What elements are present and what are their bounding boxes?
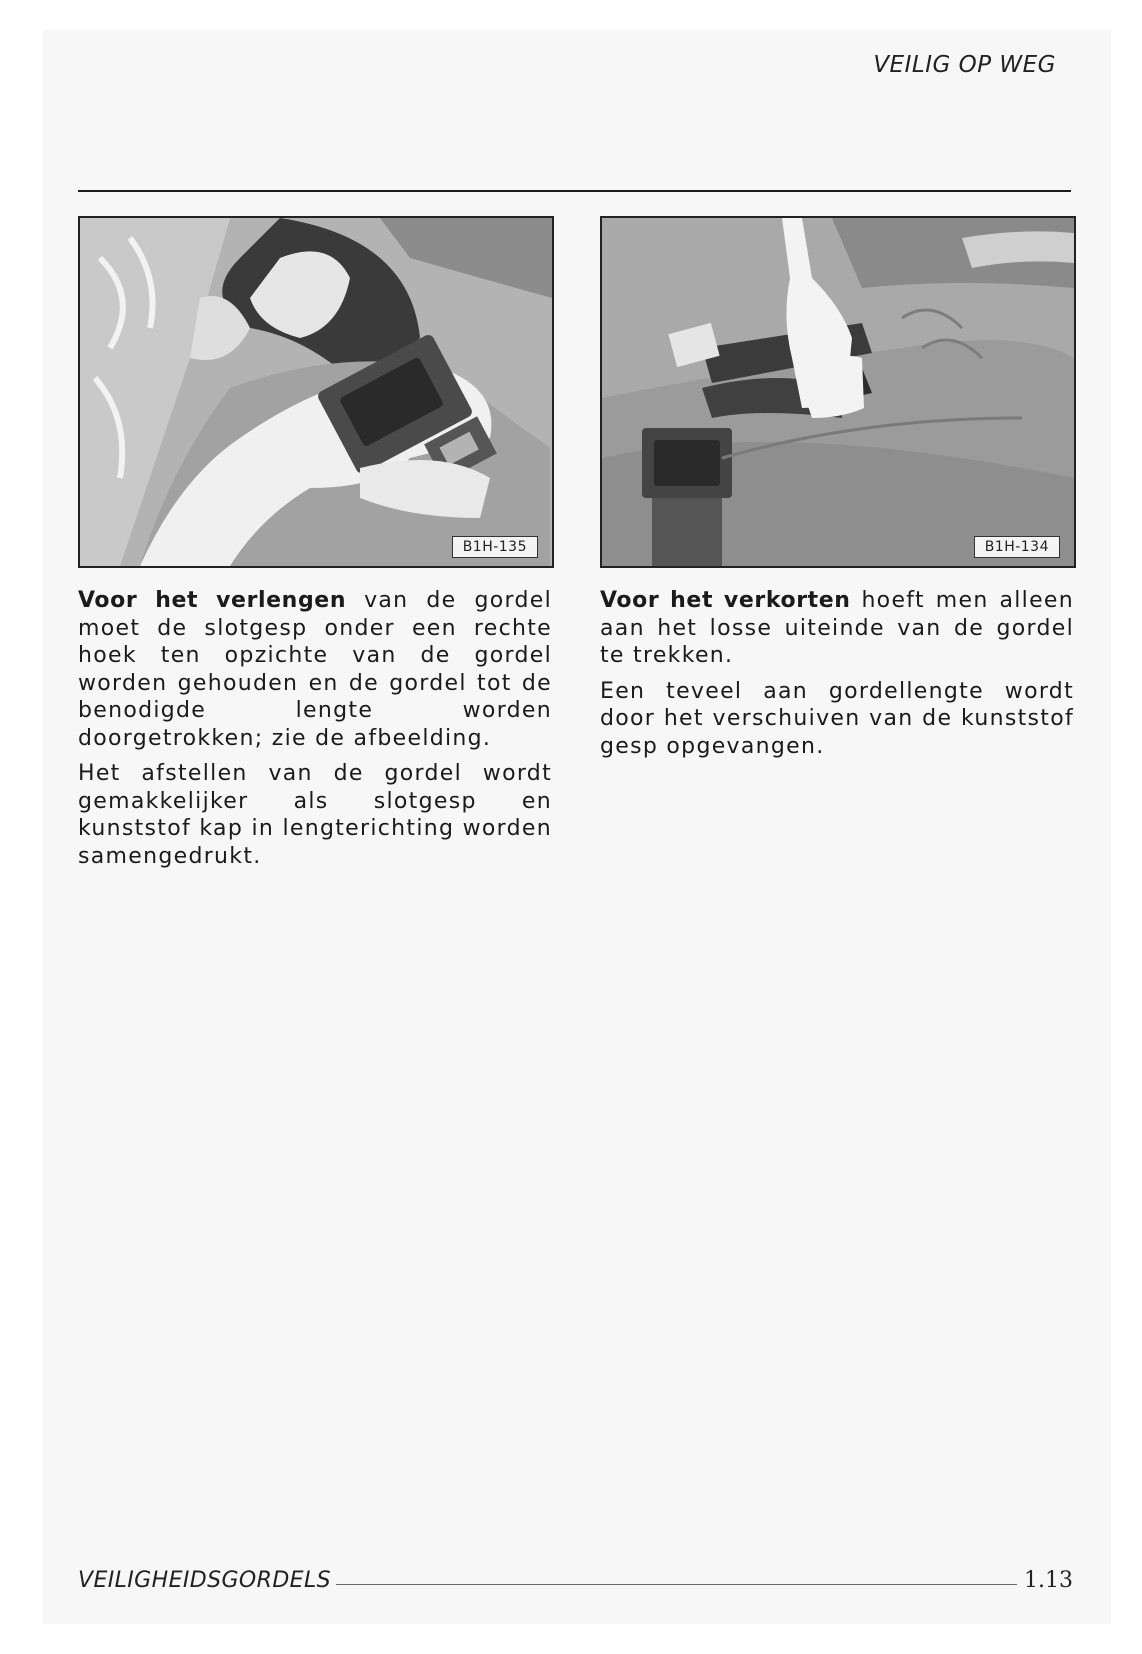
footer-section-label: VEILIGHEIDSGORDELS: [78, 1568, 331, 1593]
right-column-text: [600, 587, 1074, 768]
section-title: VEILIG OP WEG: [873, 52, 1056, 78]
figure-shorten-belt: [600, 216, 1076, 568]
header-divider: [78, 190, 1071, 192]
left-column-text: [78, 587, 552, 878]
seatbelt-pull-end-illustration: [602, 218, 1074, 566]
paragraph-shorten-text: hoeft men alleen aan het losse uiteinde van de gordel te trekken.: [600, 588, 1074, 668]
figure-code-label: B1H-134: [974, 536, 1060, 558]
page-footer: [78, 1564, 1073, 1600]
paragraph-excess-length: Een teveel aan gordellengte wordt door het verschuiven van de kunststof gesp opgevangen.: [600, 678, 1074, 759]
paragraph-shorten: [600, 587, 1074, 670]
figure-lengthen-belt: [78, 216, 554, 568]
footer-divider: [336, 1584, 1017, 1585]
figure-code-label: B1H-135: [452, 536, 538, 558]
page-number: 1.13: [1024, 1568, 1073, 1593]
seatbelt-buckle-hand-illustration: [80, 218, 552, 566]
term-lengthen: Voor het verlengen: [78, 588, 347, 613]
term-shorten: Voor het verkorten: [600, 588, 851, 613]
paragraph-lengthen-text: van de gordel moet de slotgesp onder een rechte hoek ten opzichte van de gordel worden gehouden en de gordel tot de benodigde lengte worden doorgetrokken; zie de afbeelding.: [78, 588, 553, 751]
paragraph-lengthen: [78, 587, 552, 752]
paragraph-adjust: Het afstellen van de gordel wordt gemakkelijker als slotgesp en kunststof kap in lengterichting worden samengedrukt.: [78, 761, 552, 869]
